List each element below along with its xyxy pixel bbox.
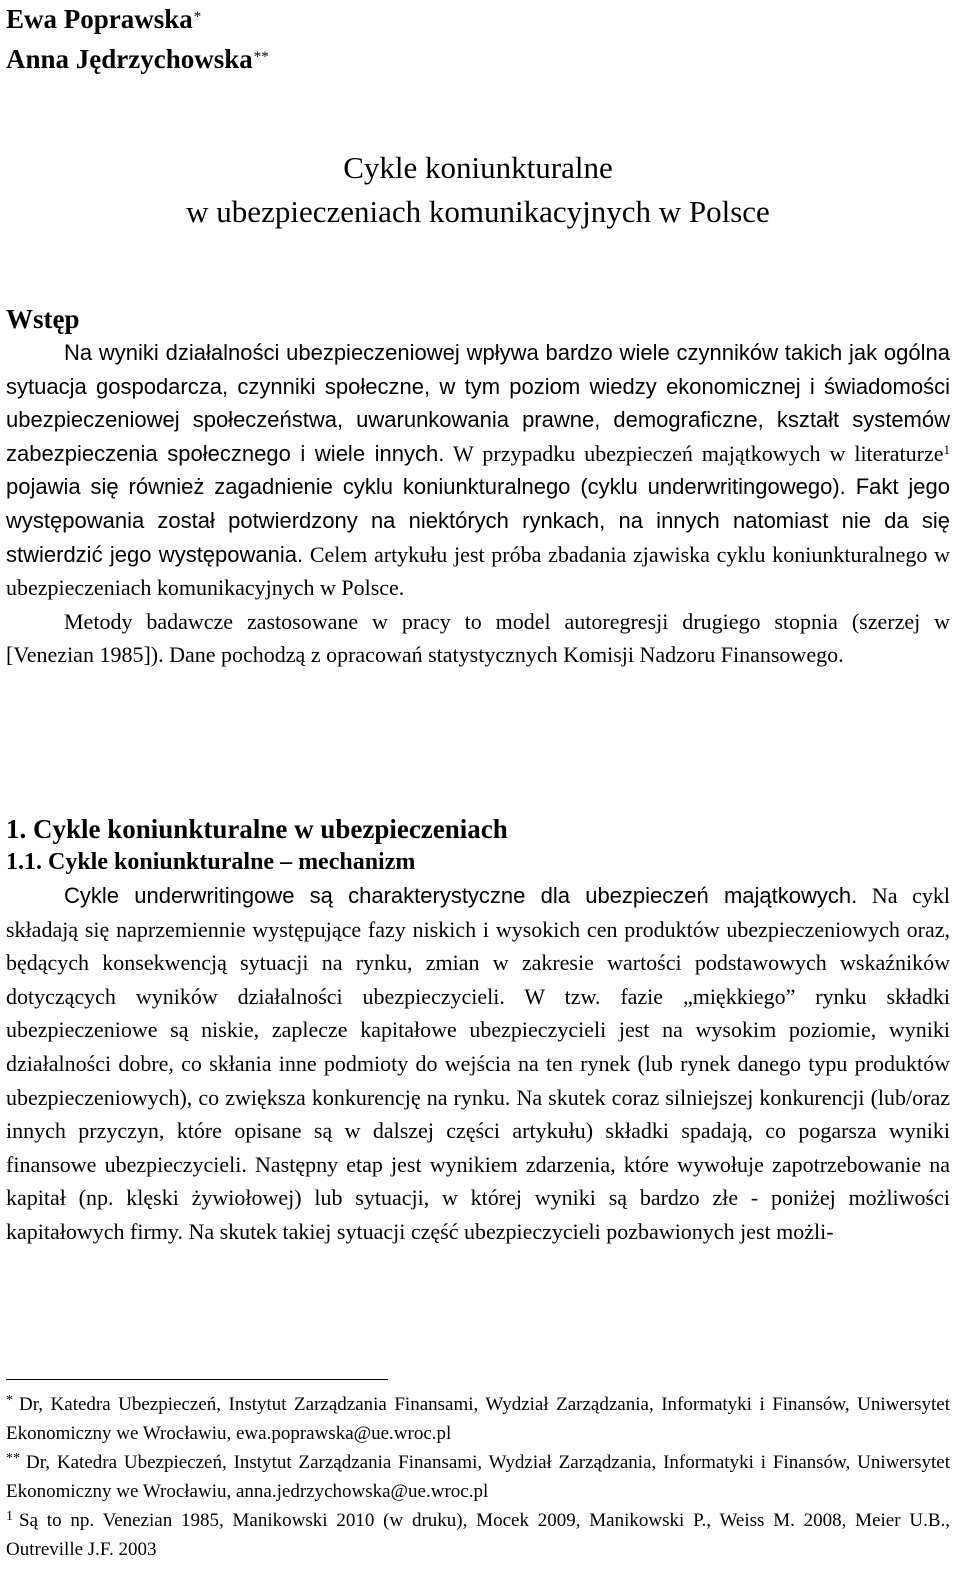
footnote-mark: * xyxy=(193,9,202,25)
subsection-heading: 1.1. Cykle koniunkturalne – mechanizm xyxy=(6,849,416,875)
paragraph: Cykle underwritingowe są charakterystyczne dla ubezpieczeń majątkowych. Na cykl składają się naprzemiennie występujące fazy niskich i wysokich cen produktów ubezpieczeniowych oraz, będących konsekwencją sytuacji na rynku, zmian w zakresie wartości podstawowych wskaźników dotyczących wyników działalności ubezpieczycieli. W tzw. fazie „miękkiego” rynku składki ubezpieczeniowe są niskie, zaplecze kapitałowe ubezpieczycieli jest na wysokim poziomie, wyniki działalności dobre, co skłania inne podmioty do wejścia na ten rynek (lub rynek danego typu produktów ubezpieczeniowych), co zwiększa konkurencję na rynku. Na skutek coraz silniejszej konkurencji (lub/oraz innych przyczyn, które opisane są w dalszej części artykułu) składki spadają, co pogarsza wyniki finansowe ubezpieczycieli. Następny etap jest wynikiem zdarzenia, które wywołuje zapotrzebowanie na kapitał (np. klęski żywiołowej) lub sytuacji, w której wyniki są bardzo złe - poniżej możliwości kapitałowych firmy. Na skutek takiej sytuacji część ubezpieczycieli pozbawionych jest możli- xyxy=(6,883,951,1244)
footnotes xyxy=(6,1390,950,1564)
footnote-mark: ** xyxy=(253,49,269,65)
footnote: $^1$ Są to np. Venezian 1985, Manikowski 2010 (w druku), Mocek 2009, Manikowski P., Weiss M. 2008, Meier U.B., Outreville J.F. 2003 xyxy=(6,1509,950,1560)
footnote-divider xyxy=(6,1379,388,1380)
footnote-mark: * xyxy=(6,1393,13,1408)
footnote: * Dr, Katedra Ubezpieczeń, Instytut Zarządzania Finansami, Wydział Zarządzania, Informatyki i Finansów, Uniwersytet Ekonomiczny we Wrocławiu, ewa.poprawska@ue.wroc.pl xyxy=(6,1393,950,1444)
footnote-mark: 1 xyxy=(6,1509,13,1524)
paragraph: Na wyniki działalności ubezpieczeniowej wpływa bardzo wiele czynników takich jak ogólna sytuacja gospodarcza, czynniki społeczne, w tym poziom wiedzy ekonomicznej i świadomości ubezpieczeniowej społeczeństwa, uwarunkowania prawne, demograficzne, kształt systemów zabezpieczenia społecznego i wiele innych. W przypadku ubezpieczeń majątkowych w literaturze$^1$ pojawia się również zagadnienie cyklu koniunkturalnego (cyklu underwritingowego). Fakt jego występowania został potwierdzony na niektórych rynkach, na innych natomiast nie da się stwierdzić jego występowania. Celem artykułu jest próba zbadania zjawiska cyklu koniunkturalnego w ubezpieczeniach komunikacyjnych w Polsce. xyxy=(6,340,951,601)
section-1 xyxy=(6,812,950,1249)
section-heading: Wstęp xyxy=(6,304,80,334)
intro-section xyxy=(6,302,950,672)
author-name: Ewa Poprawska* xyxy=(6,4,202,34)
footnote: ** Dr, Katedra Ubezpieczeń, Instytut Zarządzania Finansami, Wydział Zarządzania, Informatyki i Finansów, Uniwersytet Ekonomiczny we Wrocławiu, anna.jedrzychowska@ue.wroc.pl xyxy=(6,1451,950,1502)
footnote-ref: 1 xyxy=(943,441,950,457)
section-heading: 1. Cykle koniunkturalne w ubezpieczeniach xyxy=(6,814,508,844)
author-name: Anna Jędrzychowska** xyxy=(6,44,269,74)
paragraph: Metody badawcze zastosowane w pracy to model autoregresji drugiego stopnia (szerzej w [Venezian 1985]). Dane pochodzą z opracowań statystycznych Komisji Nadzoru Finansowego. xyxy=(6,608,950,668)
paper-title xyxy=(6,146,950,234)
title-line: w ubezpieczeniach komunikacyjnych w Polsce xyxy=(186,194,770,229)
title-line: Cykle koniunkturalne xyxy=(343,150,613,185)
footnote-mark: ** xyxy=(6,1451,20,1466)
